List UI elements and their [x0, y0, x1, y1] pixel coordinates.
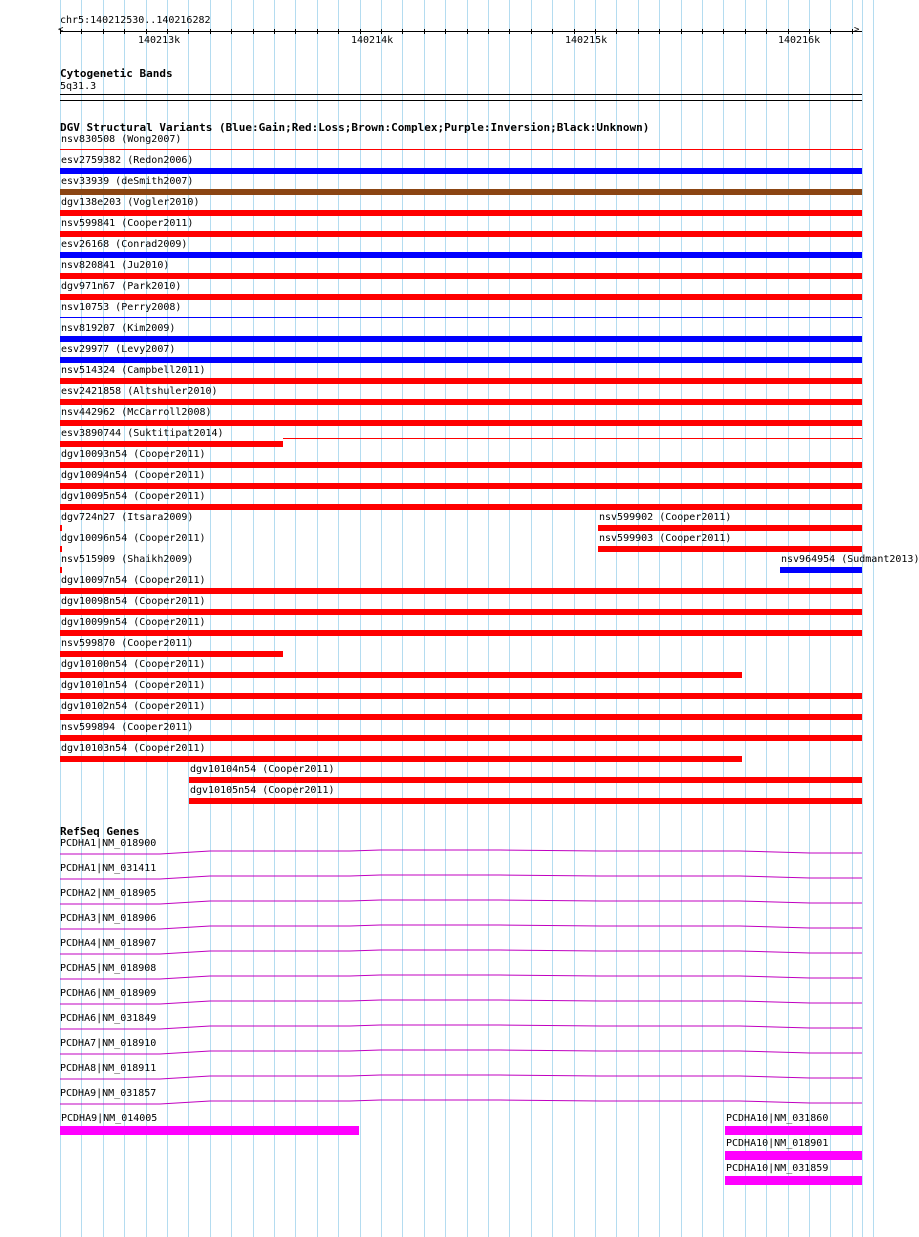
dgv-variant-bar[interactable] — [60, 567, 62, 573]
dgv-variant-label[interactable]: nsv10753 (Perry2008) — [61, 302, 182, 313]
dgv-variant-label[interactable]: dgv724n27 (Itsara2009) — [61, 512, 194, 523]
gene-intron-line[interactable] — [0, 973, 890, 981]
gene-intron-line[interactable] — [0, 1073, 890, 1081]
gene-exon-bar[interactable] — [725, 1151, 862, 1160]
dgv-variant-bar[interactable] — [60, 399, 862, 405]
dgv-variant-bar[interactable] — [60, 317, 862, 318]
dgv-variant-label[interactable]: dgv138e203 (Vogler2010) — [61, 197, 200, 208]
dgv-variant-label[interactable]: dgv10099n54 (Cooper2011) — [61, 617, 206, 628]
dgv-variant-bar[interactable] — [60, 504, 862, 510]
gene-label[interactable]: PCDHA10|NM_031859 — [726, 1163, 829, 1174]
dgv-variant-label[interactable]: esv2421858 (Altshuler2010) — [61, 386, 218, 397]
ruler-tick-label: 140214k — [351, 35, 394, 46]
dgv-variant-bar[interactable] — [60, 735, 862, 741]
ruler-tick — [167, 29, 168, 34]
ruler-tick — [467, 29, 468, 34]
dgv-variant-bar[interactable] — [60, 336, 862, 342]
ruler-tick — [638, 29, 639, 34]
ruler-tick — [702, 29, 703, 34]
dgv-variant-bar[interactable] — [60, 189, 862, 195]
track-title-cytoband[interactable]: Cytogenetic Bands — [60, 67, 173, 80]
gene-intron-line[interactable] — [0, 948, 890, 956]
gene-label[interactable]: PCDHA10|NM_018901 — [726, 1138, 829, 1149]
cytoband-label: 5q31.3 — [60, 81, 97, 92]
ruler-tick — [745, 29, 746, 34]
gene-intron-line[interactable] — [0, 848, 890, 856]
gene-intron-line[interactable] — [0, 898, 890, 906]
ruler-tick — [595, 29, 596, 34]
dgv-variant-label[interactable]: nsv599870 (Cooper2011) — [61, 638, 194, 649]
gene-label[interactable]: PCDHA10|NM_031860 — [726, 1113, 829, 1124]
dgv-variant-bar[interactable] — [780, 567, 862, 573]
dgv-variant-label[interactable]: dgv10094n54 (Cooper2011) — [61, 470, 206, 481]
dgv-variant-label[interactable]: dgv971n67 (Park2010) — [61, 281, 182, 292]
ruler-tick — [360, 29, 361, 34]
dgv-variant-label[interactable]: nsv599903 (Cooper2011) — [599, 533, 732, 544]
dgv-variant-label[interactable]: esv29977 (Levy2007) — [61, 344, 176, 355]
ruler-axis — [60, 31, 862, 32]
ruler-tick — [766, 29, 767, 34]
ruler-tick — [852, 29, 853, 34]
dgv-variant-bar[interactable] — [60, 168, 862, 174]
ruler-tick — [338, 29, 339, 34]
dgv-variant-label[interactable]: dgv10095n54 (Cooper2011) — [61, 491, 206, 502]
ruler-tick — [574, 29, 575, 34]
dgv-variant-label[interactable]: dgv10105n54 (Cooper2011) — [190, 785, 335, 796]
ruler-tick — [402, 29, 403, 34]
ruler-tick-label: 140216k — [778, 35, 821, 46]
ruler-tick — [81, 29, 82, 34]
dgv-variant-label[interactable]: dgv10102n54 (Cooper2011) — [61, 701, 206, 712]
dgv-variant-bar[interactable] — [60, 149, 862, 150]
ruler-tick — [424, 29, 425, 34]
ruler-tick — [124, 29, 125, 34]
dgv-variant-label[interactable]: nsv820841 (Ju2010) — [61, 260, 170, 271]
gene-exon-bar[interactable] — [725, 1126, 862, 1135]
dgv-variant-bar[interactable] — [60, 252, 862, 258]
ruler-tick — [381, 29, 382, 34]
dgv-variant-bar[interactable] — [60, 651, 283, 657]
gene-label[interactable]: PCDHA1|NM_018900 — [60, 838, 157, 849]
gene-label[interactable]: PCDHA6|NM_031849 — [60, 1013, 157, 1024]
dgv-variant-bar[interactable] — [598, 525, 862, 531]
dgv-variant-bar[interactable] — [189, 777, 862, 783]
gene-intron-line[interactable] — [0, 923, 890, 931]
ruler-tick — [103, 29, 104, 34]
ruler-tick — [445, 29, 446, 34]
gene-label[interactable]: PCDHA3|NM_018906 — [60, 913, 157, 924]
gene-intron-line[interactable] — [0, 1098, 890, 1106]
dgv-variant-label[interactable]: nsv964954 (Sudmant2013) — [781, 554, 919, 565]
ruler-tick — [188, 29, 189, 34]
dgv-variant-label[interactable]: nsv599841 (Cooper2011) — [61, 218, 194, 229]
dgv-variant-bar[interactable] — [189, 798, 862, 804]
dgv-variant-bar[interactable] — [60, 273, 862, 279]
gene-label[interactable]: PCDHA6|NM_018909 — [60, 988, 157, 999]
dgv-variant-label[interactable]: dgv10096n54 (Cooper2011) — [61, 533, 206, 544]
dgv-variant-bar[interactable] — [60, 441, 283, 447]
dgv-variant-label[interactable]: esv3890744 (Suktitipat2014) — [61, 428, 224, 439]
track-title-refseq[interactable]: RefSeq Genes — [60, 825, 140, 838]
ruler-tick — [659, 29, 660, 34]
dgv-variant-bar[interactable] — [60, 525, 62, 531]
gene-label[interactable]: PCDHA7|NM_018910 — [60, 1038, 157, 1049]
gene-label[interactable]: PCDHA5|NM_018908 — [60, 963, 157, 974]
dgv-variant-label[interactable]: nsv442962 (McCarroll2008) — [61, 407, 212, 418]
gene-label[interactable]: PCDHA8|NM_018911 — [60, 1063, 157, 1074]
dgv-variant-bar[interactable] — [60, 609, 862, 615]
ruler-tick — [146, 29, 147, 34]
cytoband-line-top — [60, 94, 862, 95]
dgv-variant-bar[interactable] — [60, 693, 862, 699]
dgv-variant-label[interactable]: nsv830508 (Wong2007) — [61, 134, 182, 145]
dgv-variant-label[interactable]: dgv10103n54 (Cooper2011) — [61, 743, 206, 754]
ruler-tick — [231, 29, 232, 34]
dgv-variant-label[interactable]: nsv599902 (Cooper2011) — [599, 512, 732, 523]
dgv-variant-bar[interactable] — [60, 714, 862, 720]
ruler-tick — [552, 29, 553, 34]
dgv-variant-bar[interactable] — [60, 483, 862, 489]
ruler-tick — [253, 29, 254, 34]
ruler-tick — [317, 29, 318, 34]
ruler-position: chr5:140212530..140216282 — [60, 15, 211, 26]
dgv-variant-label[interactable]: nsv819207 (Kim2009) — [61, 323, 176, 334]
dgv-variant-bar[interactable] — [60, 672, 742, 678]
cytoband-line-bottom — [60, 100, 862, 101]
ruler-tick — [681, 29, 682, 34]
dgv-variant-label[interactable]: nsv599894 (Cooper2011) — [61, 722, 194, 733]
gene-label[interactable]: PCDHA4|NM_018907 — [60, 938, 157, 949]
dgv-variant-bar[interactable] — [598, 546, 862, 552]
dgv-variant-bar[interactable] — [60, 357, 862, 363]
ruler-tick-label: 140213k — [138, 35, 181, 46]
dgv-variant-bar[interactable] — [60, 420, 862, 426]
gene-intron-line[interactable] — [0, 1023, 890, 1031]
ruler-tick — [788, 29, 789, 34]
ruler-tick — [295, 29, 296, 34]
gene-intron-line[interactable] — [0, 873, 890, 881]
dgv-variant-bar[interactable] — [60, 546, 62, 552]
ruler-tick — [830, 29, 831, 34]
dgv-variant-bar[interactable] — [60, 378, 862, 384]
ruler-tick-label: 140215k — [565, 35, 608, 46]
dgv-variant-bar[interactable] — [60, 231, 862, 237]
gene-exon-bar[interactable] — [60, 1126, 359, 1135]
ruler-tick — [509, 29, 510, 34]
dgv-variant-label[interactable]: esv2759382 (Redon2006) — [61, 155, 194, 166]
dgv-variant-extension — [283, 438, 862, 439]
dgv-variant-bar[interactable] — [60, 630, 862, 636]
gene-exon-bar[interactable] — [725, 1176, 862, 1185]
gene-label[interactable]: PCDHA9|NM_031857 — [60, 1088, 157, 1099]
ruler-tick — [531, 29, 532, 34]
gene-label[interactable]: PCDHA2|NM_018905 — [60, 888, 157, 899]
dgv-variant-label[interactable]: dgv10101n54 (Cooper2011) — [61, 680, 206, 691]
dgv-variant-label[interactable]: dgv10093n54 (Cooper2011) — [61, 449, 206, 460]
ruler-tick — [210, 29, 211, 34]
dgv-variant-bar[interactable] — [60, 210, 862, 216]
dgv-variant-label[interactable]: nsv514324 (Campbell2011) — [61, 365, 206, 376]
dgv-variant-label[interactable]: esv26168 (Conrad2009) — [61, 239, 188, 250]
dgv-variant-label[interactable]: dgv10097n54 (Cooper2011) — [61, 575, 206, 586]
ruler-tick — [274, 29, 275, 34]
gene-intron-line[interactable] — [0, 1048, 890, 1056]
gene-intron-line[interactable] — [0, 998, 890, 1006]
dgv-variant-bar[interactable] — [60, 462, 862, 468]
dgv-variant-label[interactable]: nsv515909 (Shaikh2009) — [61, 554, 194, 565]
ruler-tick — [616, 29, 617, 34]
ruler-tick — [723, 29, 724, 34]
gene-label[interactable]: PCDHA9|NM_014005 — [61, 1113, 158, 1124]
dgv-variant-bar[interactable] — [60, 294, 862, 300]
dgv-variant-label[interactable]: dgv10098n54 (Cooper2011) — [61, 596, 206, 607]
gene-label[interactable]: PCDHA1|NM_031411 — [60, 863, 157, 874]
track-title-dgv[interactable]: DGV Structural Variants (Blue:Gain;Red:Loss;Brown:Complex;Purple:Inversion;Black:Unknown) — [60, 121, 650, 134]
dgv-variant-label[interactable]: dgv10100n54 (Cooper2011) — [61, 659, 206, 670]
dgv-variant-label[interactable]: dgv10104n54 (Cooper2011) — [190, 764, 335, 775]
ruler-tick — [809, 29, 810, 34]
dgv-variant-bar[interactable] — [60, 756, 742, 762]
dgv-variant-label[interactable]: esv33939 (deSmith2007) — [61, 176, 194, 187]
ruler-tick — [488, 29, 489, 34]
ruler-arrow-icon: > — [854, 25, 860, 35]
dgv-variant-bar[interactable] — [60, 588, 862, 594]
ruler-arrow-icon: < — [58, 25, 64, 35]
